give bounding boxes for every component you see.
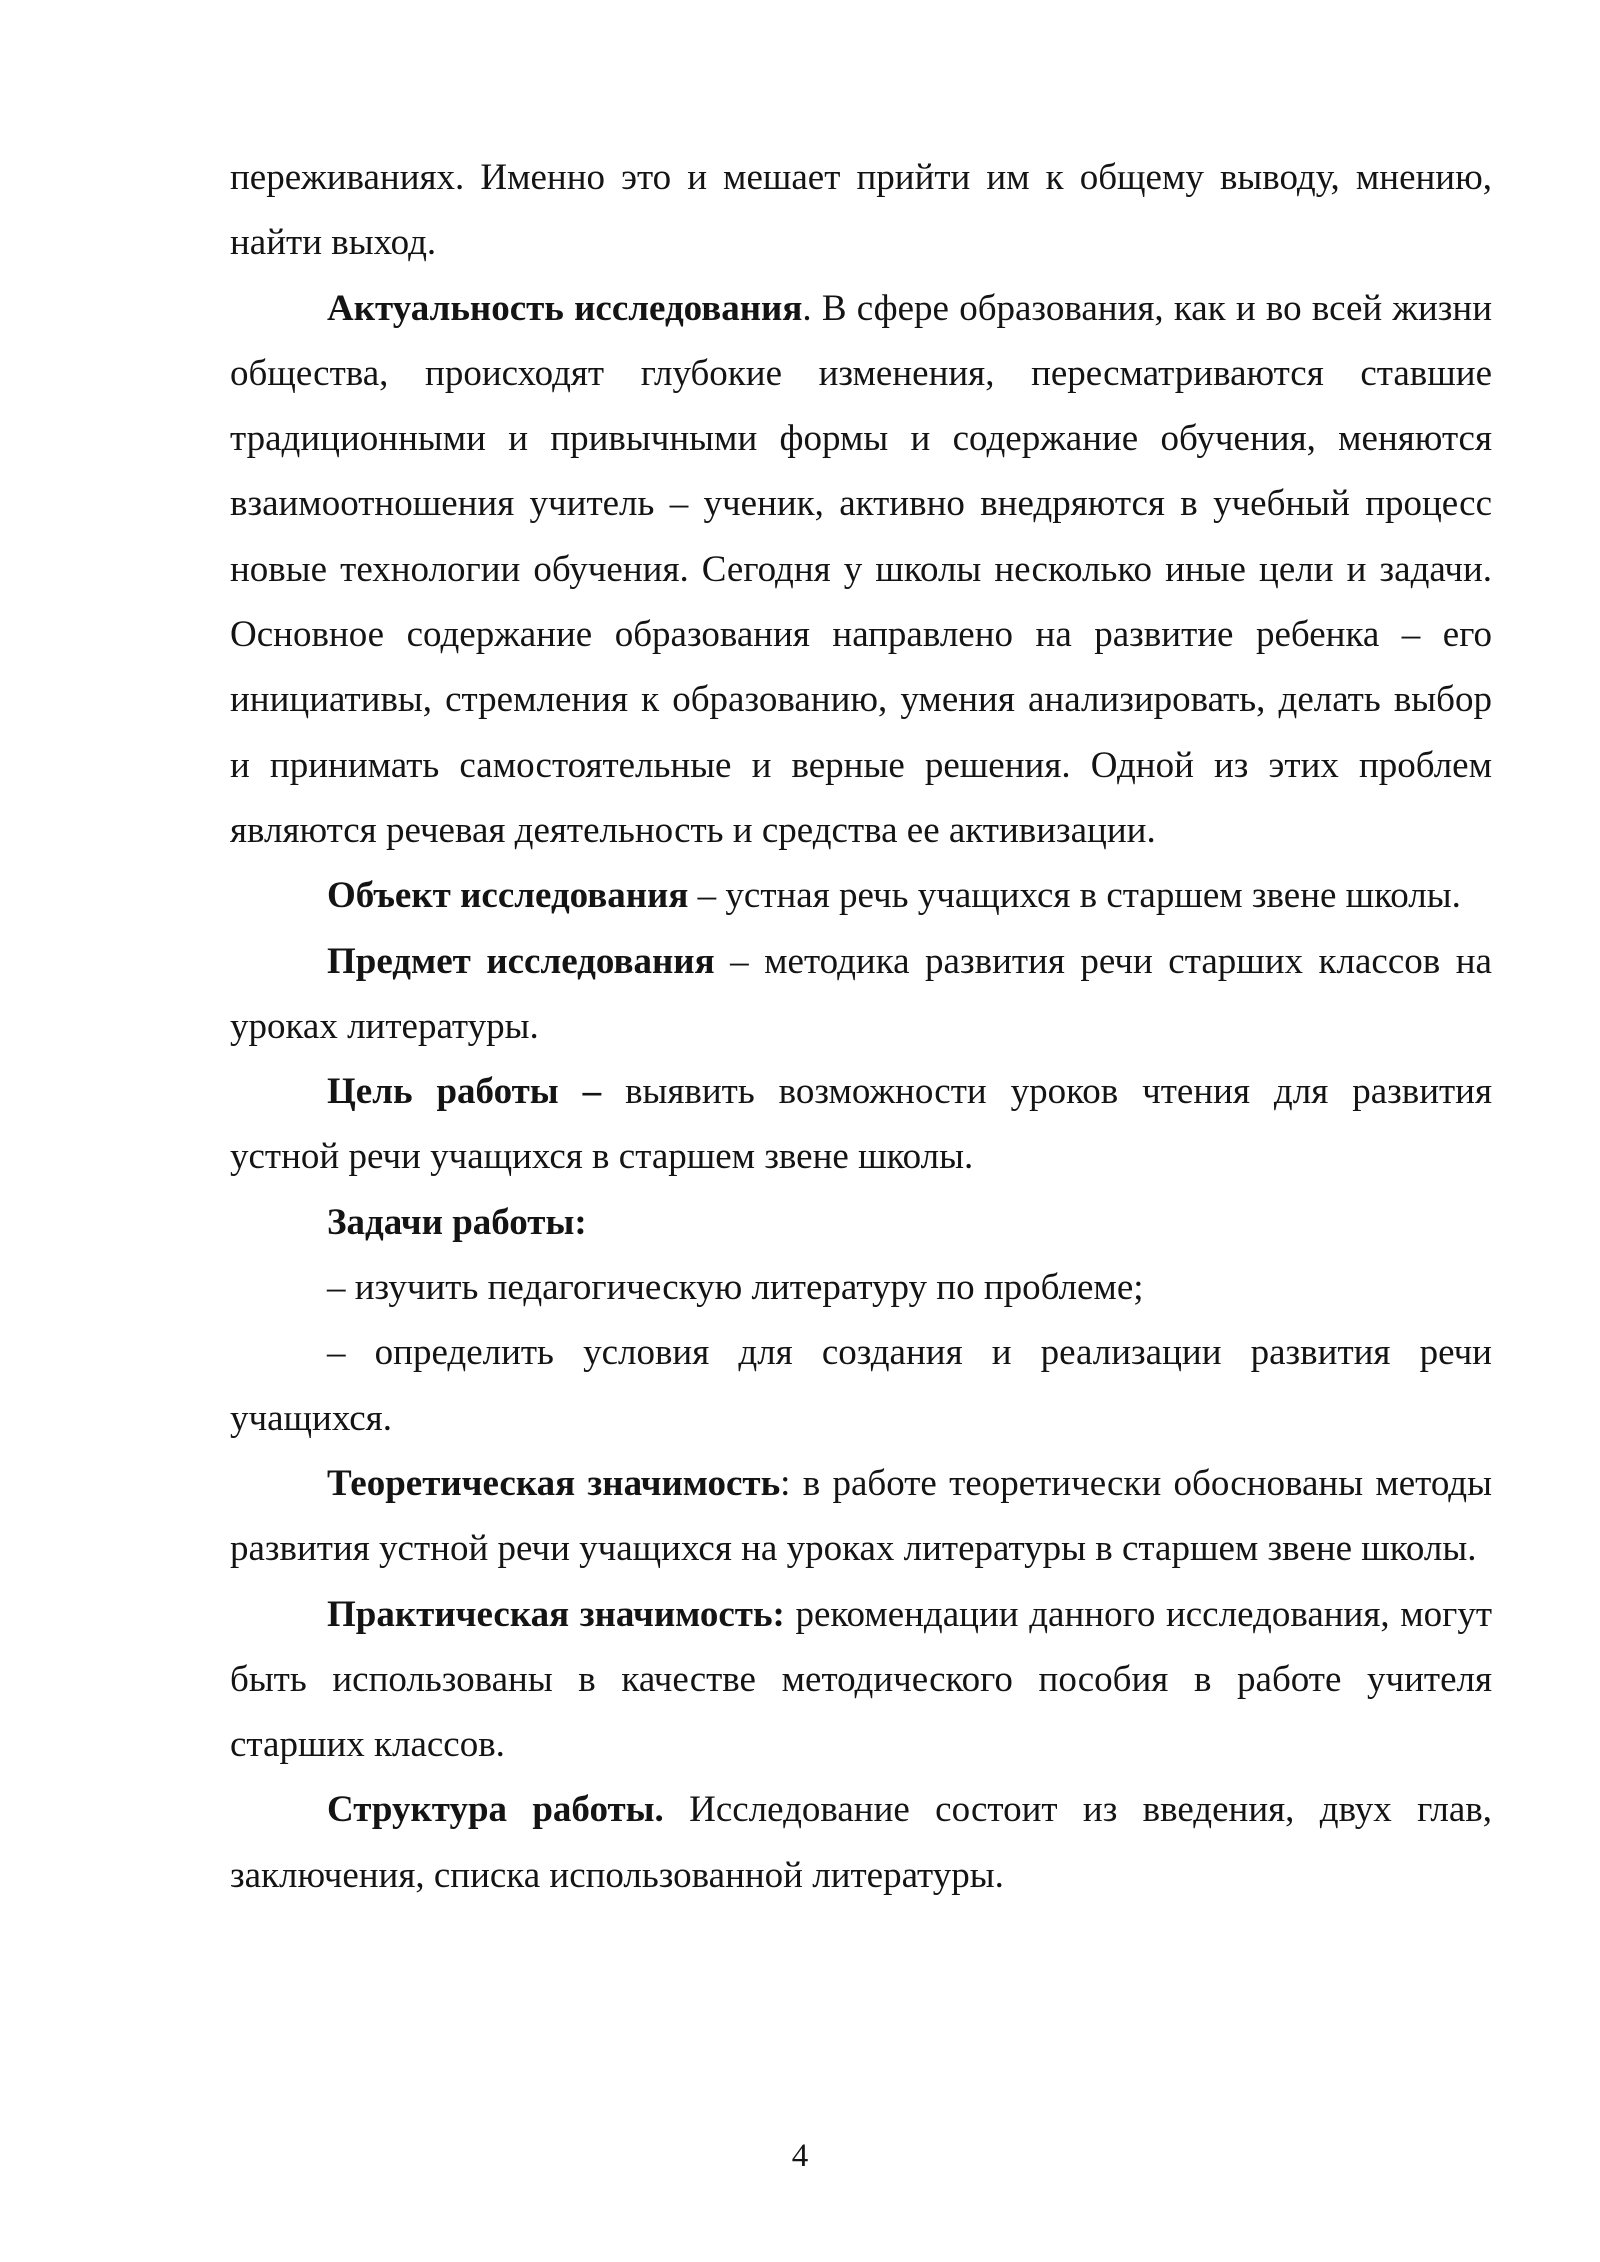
paragraph-tasks-heading [230,1190,1492,1255]
paragraph-heading: Структура работы. [327,1789,664,1831]
page-number: 4 [791,2138,809,2174]
page-body [230,145,1492,1908]
paragraph-relevance [230,276,1492,864]
paragraph-object [230,863,1492,928]
paragraph-heading: Предмет исследования [327,940,715,982]
paragraph-practical [230,1582,1492,1778]
paragraph-heading: Актуальность исследования [327,287,803,329]
paragraph-heading: Теоретическая значимость [327,1462,781,1504]
paragraph-text: переживаниях. Именно это и мешает прийти им к общему выводу, мнению, найти выход. [230,157,1492,264]
paragraph-text: рекомендации данного исследования, могут быть использованы в качестве методического пособия в работе учителя старших классов. [230,1593,1493,1766]
list-item: – определить условия для создания и реализации развития речи учащихся. [230,1332,1492,1439]
list-item: – изучить педагогическую литературу по проблеме; [327,1267,1144,1309]
paragraph-goal [230,1059,1492,1190]
paragraph-text: Исследование состоит из введения, двух глав, заключения, списка использованной литературы. [230,1789,1492,1896]
paragraph-text: выявить возможности уроков чтения для развития устной речи учащихся в старшем звене школы. [230,1071,1492,1178]
paragraph-text: – методика развития речи старших классов на уроках литературы. [230,940,1492,1047]
paragraph-text: : в работе теоретически обоснованы методы развития устной речи учащихся на уроках литературы в старшем звене школы. [230,1462,1492,1570]
paragraph-heading: Практическая значимость: [327,1593,785,1635]
paragraph-theoretical [230,1451,1492,1582]
paragraph-text: – устная речь учащихся в старшем звене школы. [688,875,1461,917]
paragraph-heading: Объект исследования [327,875,689,917]
paragraph-text: . В сфере образования, как и во всей жизни общества, происходят глубокие изменения, пересматриваются ставшие традиционными и привычными формы и содержание обучения, меняются взаимоотношения учитель – ученик, активно внедряются в учебный процесс новые технологии обучения. Сегодня у школы несколько иные цели и задачи. Основное содержание образования направлено на развитие ребенка – его инициативы, стремления к образованию, умения анализировать, делать выбор и принимать самостоятельные и верные решения. Одной из этих проблем являются речевая деятельность и средства ее активизации. [230,287,1493,851]
paragraph-subject [230,929,1492,1060]
paragraph-continuation [230,145,1492,276]
paragraph-heading: Цель работы – [327,1071,602,1113]
paragraph-structure [230,1777,1492,1908]
paragraph-heading: Задачи работы: [327,1201,587,1243]
